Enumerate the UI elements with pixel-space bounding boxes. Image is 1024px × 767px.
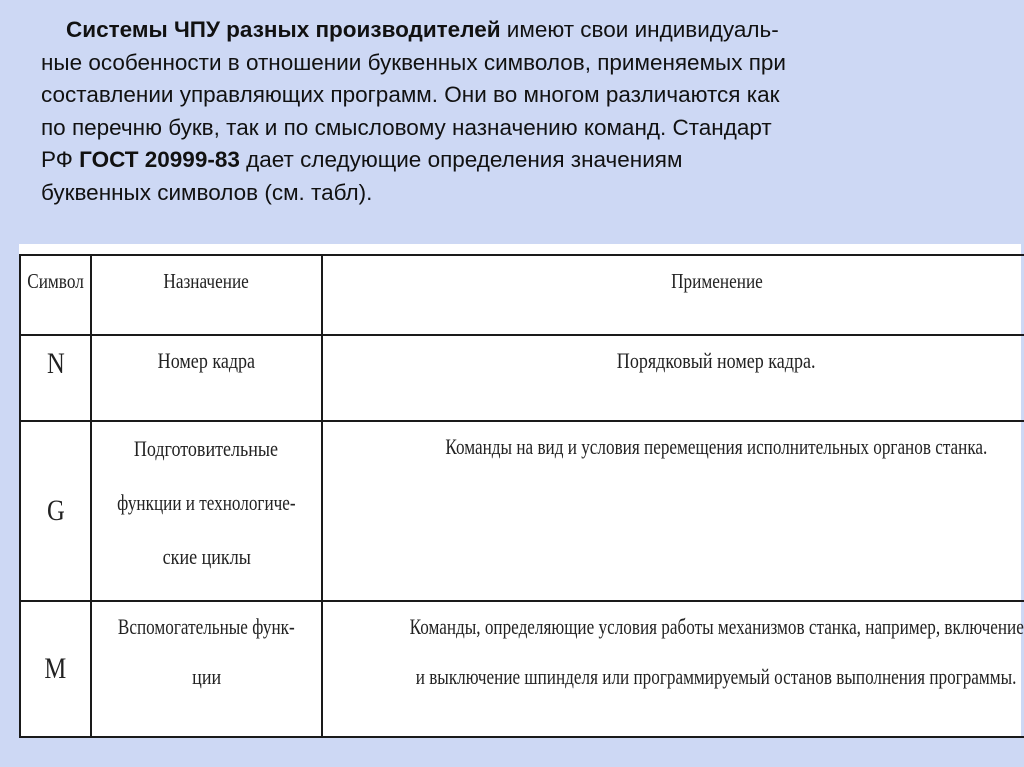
header-purpose-text: Назначение: [163, 269, 250, 293]
intro-paragraph: [41, 14, 1001, 210]
intro-line-3: составлении управляющих программ. Они во многом различаются как: [41, 82, 780, 108]
row-m-purpose-line-2: ции: [191, 664, 221, 689]
table-row: [20, 601, 1024, 737]
header-application: [322, 255, 1024, 335]
intro-line-6: буквенных символов (см. табл).: [41, 179, 373, 205]
table-row: [20, 421, 1024, 601]
intro-line-1: [41, 14, 1001, 47]
row-n-application: [322, 335, 1024, 421]
row-m-application-line-1: Команды, определяющие условия работы механизмов станка, например, включение: [409, 614, 1024, 639]
intro-text-1: имеют свои индивидуаль-: [500, 17, 779, 42]
row-m-application-line-2: и выключение шпинделя или программируемый останов выполнения программы.: [416, 664, 1017, 689]
symbols-table-panel: [19, 244, 1024, 738]
intro-text-rf: РФ: [41, 147, 80, 173]
row-n-symbol-text: N: [46, 347, 65, 380]
row-g-purpose-line-1: Подготовительные: [134, 436, 279, 461]
intro-bold-systems: Системы ЧПУ разных производителей: [66, 17, 501, 42]
intro-line-2: ные особенности в отношении буквенных символов, применяемых при: [41, 49, 786, 75]
row-m-symbol: [20, 601, 91, 737]
row-g-purpose-line-3: ские циклы: [162, 544, 251, 569]
symbols-table: [19, 254, 1024, 738]
row-g-purpose: [91, 421, 322, 601]
intro-bold-gost: ГОСТ 20999-83: [79, 147, 240, 173]
row-g-purpose-line-2: функции и технологиче-: [117, 490, 296, 515]
row-n-application-text: Порядковый номер кадра.: [617, 348, 816, 373]
row-m-purpose-line-1: Вспомогательные функ-: [118, 614, 295, 639]
header-purpose: [91, 255, 322, 335]
row-m-purpose: [91, 601, 322, 737]
row-g-application: [322, 421, 1024, 601]
intro-line-5: [41, 144, 1001, 177]
header-symbol-text: Символ: [27, 269, 84, 293]
row-n-purpose: [91, 335, 322, 421]
row-m-application: [322, 601, 1024, 737]
table-header-row: [20, 255, 1024, 335]
intro-text-5: дает следующие определения значениям: [239, 147, 683, 173]
row-n-symbol: [20, 335, 91, 421]
row-g-symbol-text: G: [46, 494, 65, 527]
header-symbol: [20, 255, 91, 335]
row-m-symbol-text: M: [44, 652, 67, 685]
table-row: [20, 335, 1024, 421]
header-application-text: Применение: [670, 269, 763, 293]
row-g-symbol: [20, 421, 91, 601]
intro-line-4: по перечню букв, так и по смысловому назначению команд. Стандарт: [41, 114, 772, 140]
row-g-application-text: Команды на вид и условия перемещения исполнительных органов станка.: [445, 434, 988, 459]
row-n-purpose-text: Номер кадра: [157, 348, 256, 373]
